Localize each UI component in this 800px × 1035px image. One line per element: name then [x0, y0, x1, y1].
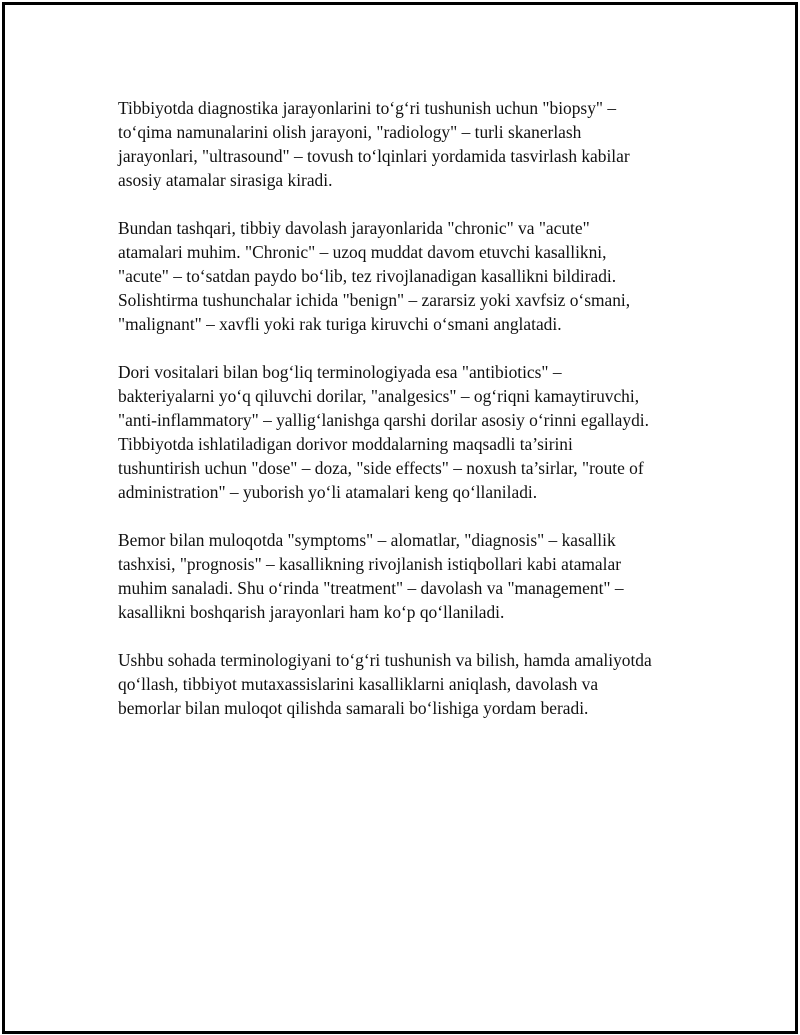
paragraph-diagnostics [118, 96, 698, 192]
text-line: bemorlar bilan muloqot qilishda samarali bo‘lishiga yordam beradi. [118, 698, 589, 718]
text-line: Tibbiyotda ishlatiladigan dorivor moddalarning maqsadli ta’sirini [118, 434, 573, 454]
text-line: administration" – yuborish yo‘li atamalari keng qo‘llaniladi. [118, 482, 538, 502]
paragraph-conclusion [118, 648, 698, 720]
text-line: Dori vositalari bilan bog‘liq terminologiyada esa "antibiotics" – [118, 362, 562, 382]
text-line: Bundan tashqari, tibbiy davolash jarayonlarida "chronic" va "acute" [118, 218, 590, 238]
paragraph-patient-communication [118, 528, 698, 624]
text-line: asosiy atamalar sirasiga kiradi. [118, 170, 333, 190]
text-line: jarayonlari, "ultrasound" – tovush to‘lqinlari yordamida tasvirlash kabilar [118, 146, 630, 166]
document-body [118, 96, 698, 744]
paragraph-medication-terms [118, 360, 698, 504]
text-line: qo‘llash, tibbiyot mutaxassislarini kasalliklarni aniqlash, davolash va [118, 674, 599, 694]
page-frame [2, 2, 798, 1034]
text-line: atamalari muhim. "Chronic" – uzoq muddat davom etuvchi kasallikni, [118, 242, 607, 262]
text-line: "acute" – to‘satdan paydo bo‘lib, tez rivojlanadigan kasallikni bildiradi. [118, 266, 617, 286]
text-line: bakteriyalarni yo‘q qiluvchi dorilar, "analgesics" – og‘riqni kamaytiruvchi, [118, 386, 640, 406]
text-line: Bemor bilan muloqotda "symptoms" – alomatlar, "diagnosis" – kasallik [118, 530, 616, 550]
text-line: Solishtirma tushunchalar ichida "benign" – zararsiz yoki xavfsiz o‘smani, [118, 290, 631, 310]
paragraph-treatment-terms [118, 216, 698, 336]
text-line: to‘qima namunalarini olish jarayoni, "radiology" – turli skanerlash [118, 122, 582, 142]
text-line: tushuntirish uchun "dose" – doza, "side effects" – noxush ta’sirlar, "route of [118, 458, 644, 478]
text-line: Tibbiyotda diagnostika jarayonlarini to‘g‘ri tushunish uchun "biopsy" – [118, 98, 617, 118]
text-line: muhim sanaladi. Shu o‘rinda "treatment" – davolash va "management" – [118, 578, 624, 598]
text-line: kasallikni boshqarish jarayonlari ham ko‘p qo‘llaniladi. [118, 602, 505, 622]
text-line: Ushbu sohada terminologiyani to‘g‘ri tushunish va bilish, hamda amaliyotda [118, 650, 652, 670]
text-line: "malignant" – xavfli yoki rak turiga kiruvchi o‘smani anglatadi. [118, 314, 562, 334]
text-line: tashxisi, "prognosis" – kasallikning rivojlanish istiqbollari kabi atamalar [118, 554, 621, 574]
text-line: "anti-inflammatory" – yallig‘lanishga qarshi dorilar asosiy o‘rinni egallaydi. [118, 410, 649, 430]
